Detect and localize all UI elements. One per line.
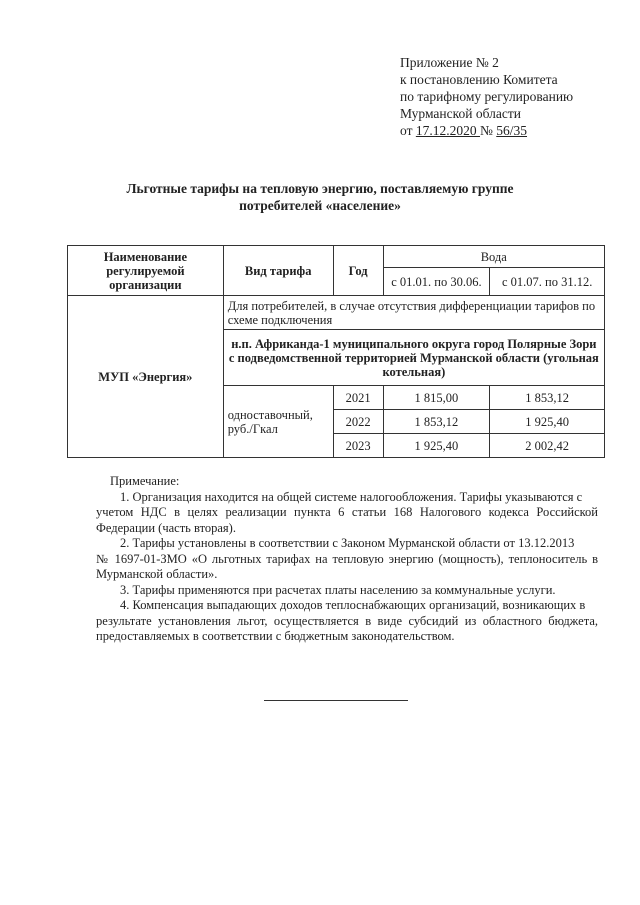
appendix-date-line bbox=[400, 122, 630, 139]
tariff-value-cell: 1 853,12 bbox=[490, 386, 605, 410]
appendix-prefix: от bbox=[400, 123, 416, 138]
appendix-header bbox=[400, 54, 630, 139]
appendix-line: по тарифному регулированию bbox=[400, 89, 574, 104]
note-item: № 1697-01-ЗМО «О льготных тарифах на тепловую энергию (мощность), теплоноситель в Мурманской области». bbox=[96, 551, 598, 581]
header-org: Наименование регулируемой организации bbox=[68, 246, 224, 296]
tariff-value-cell: 1 853,12 bbox=[383, 410, 490, 434]
appendix-line: к постановлению Комитета bbox=[400, 72, 558, 87]
tariff-value-cell: 2 002,42 bbox=[490, 434, 605, 458]
note-item: учетом НДС в целях реализации пункта 6 статьи 168 Налогового кодекса Российской Федерации (часть вторая). bbox=[96, 505, 598, 535]
note-item: 3. Тарифы применяются при расчетах платы населению за коммунальные услуги. bbox=[120, 582, 556, 597]
notes-section bbox=[96, 474, 598, 645]
tariff-value-cell: 1 925,40 bbox=[383, 434, 490, 458]
appendix-number-label: № bbox=[479, 123, 497, 138]
note-item: результате установления льгот, осуществляется в виде субсидий из областного бюджета, предоставляемых в соответствии с бюджетным законодательством. bbox=[96, 613, 598, 643]
year-cell: 2023 bbox=[333, 434, 383, 458]
year-cell: 2021 bbox=[333, 386, 383, 410]
org-name: МУП «Энергия» bbox=[68, 296, 224, 458]
tariff-value-cell: 1 925,40 bbox=[490, 410, 605, 434]
header-period-1: с 01.01. по 30.06. bbox=[383, 268, 490, 296]
consumer-note: Для потребителей, в случае отсутствия дифференциации тарифов по схеме подключения bbox=[223, 296, 604, 330]
header-period-2: с 01.07. по 31.12. bbox=[490, 268, 605, 296]
location-cell: н.п. Африканда-1 муниципального округа город Полярные Зори с подведомственной территорией Мурманской области (угольная котельная) bbox=[223, 330, 604, 386]
note-item: 4. Компенсация выпадающих доходов теплоснабжающих организаций, возникающих в bbox=[120, 598, 586, 612]
appendix-line: Мурманской области bbox=[400, 106, 521, 121]
header-water: Вода bbox=[383, 246, 604, 268]
note-item: 2. Тарифы установлены в соответствии с Законом Мурманской области от 13.12.2013 bbox=[120, 536, 575, 550]
appendix-number: 56/35 bbox=[496, 123, 528, 138]
closing-line bbox=[264, 700, 408, 701]
document-title: Льготные тарифы на тепловую энергию, поставляемую группе потребителей «население» bbox=[126, 181, 514, 213]
header-tariff-type: Вид тарифа bbox=[223, 246, 333, 296]
header-year: Год bbox=[333, 246, 383, 296]
appendix-date: 17.12.2020 bbox=[415, 123, 480, 138]
year-cell: 2022 bbox=[333, 410, 383, 434]
tariff-table bbox=[67, 245, 605, 458]
note-item: 1. Организация находится на общей системе налогообложения. Тарифы указываются с bbox=[120, 489, 583, 504]
notes-heading: Примечание: bbox=[110, 474, 180, 488]
tariff-value-cell: 1 815,00 bbox=[383, 386, 490, 410]
tariff-type-cell: одноставочный, руб./Гкал bbox=[223, 386, 333, 458]
appendix-line: Приложение № 2 bbox=[400, 55, 499, 70]
